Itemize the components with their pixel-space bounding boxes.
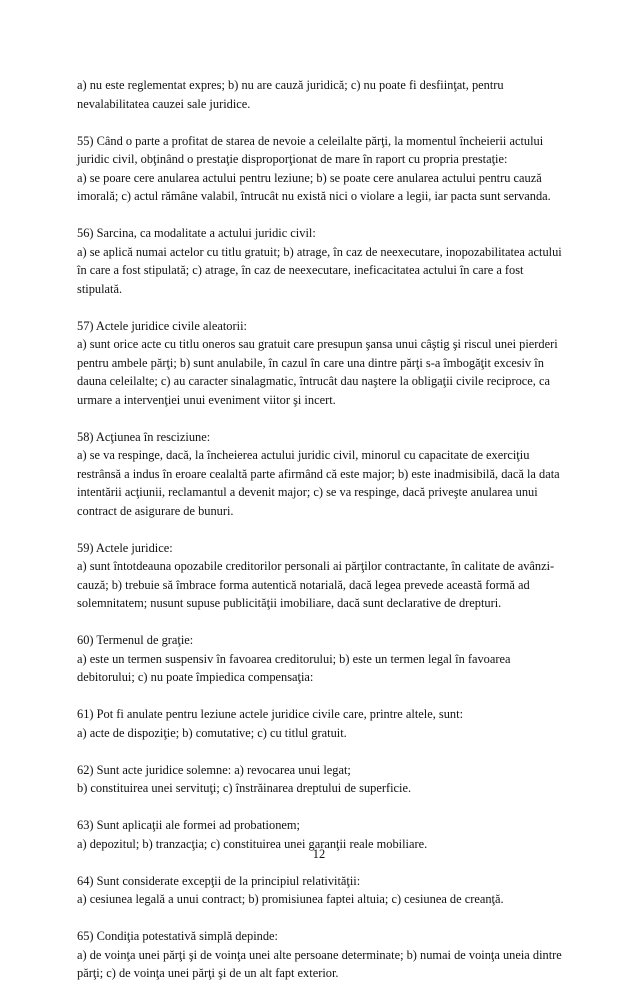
block-line: pentru ambele părţi; b) sunt anulabile, în cazul în care una dintre părţi s-a îmbogăţit excesiv în bbox=[77, 355, 544, 370]
question-block bbox=[77, 539, 577, 613]
block-first-line: 64) Sunt considerate excepţii de la principiul relativităţii: bbox=[77, 873, 361, 888]
block-first-line: 56) Sarcina, ca modalitate a actului juridic civil: bbox=[77, 226, 316, 240]
block-line: cauză; b) trebuie să îmbrace forma autentică notarială, dacă legea prevede această formă ad bbox=[77, 577, 530, 592]
block-line: dauna celeilalte; c) au caracter sinalagmatic, întrucât dau naştere la obligaţii civile reciproce, ca bbox=[77, 374, 550, 388]
block-line: a) se poare cere anularea actului pentru leziune; b) se poate cere anularea actului pentru cauză bbox=[77, 170, 542, 185]
block-line: intentării acţiunii, reclamantul a devenit major; c) se va respinge, dacă priveşte anularea unui bbox=[77, 485, 538, 499]
block-line: contract de asigurare de bunuri. bbox=[77, 503, 234, 518]
question-block bbox=[77, 317, 577, 410]
block-line: a) cesiunea legală a unui contract; b) promisiunea faptei altuia; c) cesiunea de creanţă. bbox=[77, 892, 504, 906]
block-line: a) se va respinge, dacă, la încheierea actului juridic civil, minorul cu capacitate de exerciţiu bbox=[77, 448, 530, 462]
question-block bbox=[77, 631, 577, 687]
block-line: debitorului; c) nu poate împiedica compensaţia: bbox=[77, 670, 314, 684]
question-block bbox=[77, 428, 577, 521]
block-line: imorală; c) actul rămâne valabil, întrucât nu există nici o violare a legii, iar pacta sunt servanda. bbox=[77, 189, 551, 203]
block-first-line: 62) Sunt acte juridice solemne: a) revocarea unui legat; bbox=[77, 762, 351, 777]
block-line: juridic civil, obţinând o prestaţie disproporţionat de mare în raport cu propria prestaţie: bbox=[77, 152, 508, 166]
page-number: 12 bbox=[312, 847, 326, 861]
block-first-line: 57) Actele juridice civile aleatorii: bbox=[77, 318, 247, 333]
block-line: restrânsă a indus în eroare cealaltă parte afirmând că este major; b) este inadmisibilă, dacă la data bbox=[77, 466, 560, 481]
block-line: în care a fost stipulată; c) atrage, în caz de neexecutare, ineficacitatea actului în care a fost bbox=[77, 263, 524, 277]
block-first-line: 61) Pot fi anulate pentru leziune actele juridice civile care, printre altele, sunt: bbox=[77, 707, 464, 721]
block-line: părţi; c) de voinţa unei părţi şi de un alt fapt exterior. bbox=[77, 966, 339, 980]
block-line: a) sunt orice acte cu titlu oneros sau gratuit care presupun şansa unui câştig şi riscul unei pierderi bbox=[77, 337, 558, 351]
block-line: a) se aplică numai actelor cu titlu gratuit; b) atrage, în caz de neexecutare, inopozabilitatea actului bbox=[77, 244, 562, 259]
block-line: a) acte de dispoziţie; b) comutative; c) cu titlul gratuit. bbox=[77, 725, 347, 740]
block-line: b) constituirea unei servituţi; c) înstrăinarea dreptului de superficie. bbox=[77, 781, 412, 795]
block-line: stipulată. bbox=[77, 281, 123, 296]
page-body bbox=[77, 76, 577, 1001]
question-block bbox=[77, 927, 577, 983]
block-line: a) depozitul; b) tranzacţia; c) constituirea unei garanţii reale mobiliare. bbox=[77, 836, 428, 851]
block-first-line: 55) Când o parte a profitat de starea de nevoie a celeilalte părţi, la momentul încheierii actului bbox=[77, 133, 544, 148]
question-block bbox=[77, 761, 577, 798]
block-first-line: 59) Actele juridice: bbox=[77, 540, 173, 555]
block-first-line: 58) Acţiunea în resciziune: bbox=[77, 429, 211, 444]
block-line: a) este un termen suspensiv în favoarea creditorului; b) este un termen legal în favoarea bbox=[77, 651, 511, 666]
block-first-line: 63) Sunt aplicaţii ale formei ad probationem; bbox=[77, 818, 300, 832]
question-block bbox=[77, 132, 577, 206]
block-first-line: 60) Termenul de graţie: bbox=[77, 633, 194, 647]
question-block bbox=[77, 224, 577, 298]
block-first-line: 65) Condiţia potestativă simplă depinde: bbox=[77, 929, 278, 943]
block-line: solemnitatem; nusunt supuse publicităţii imobiliare, dacă sunt declarative de drepturi. bbox=[77, 596, 502, 610]
question-block bbox=[77, 705, 577, 742]
block-line: nevalabilitatea cauzei sale juridice. bbox=[77, 96, 251, 111]
question-block bbox=[77, 76, 577, 113]
block-line: a) sunt întotdeauna opozabile creditorilor personali ai părţilor contractante, în calitate de avânzi- bbox=[77, 559, 555, 573]
block-line: a) de voinţa unei părţi şi de voinţa unei alte persoane determinate; b) numai de voinţa uneia dintre bbox=[77, 947, 562, 962]
block-line: urmare a intervenţiei unui eveniment viitor şi incert. bbox=[77, 392, 336, 407]
block-first-line: a) nu este reglementat expres; b) nu are cauză juridică; c) nu poate fi desfiinţat, pentru bbox=[77, 78, 504, 92]
